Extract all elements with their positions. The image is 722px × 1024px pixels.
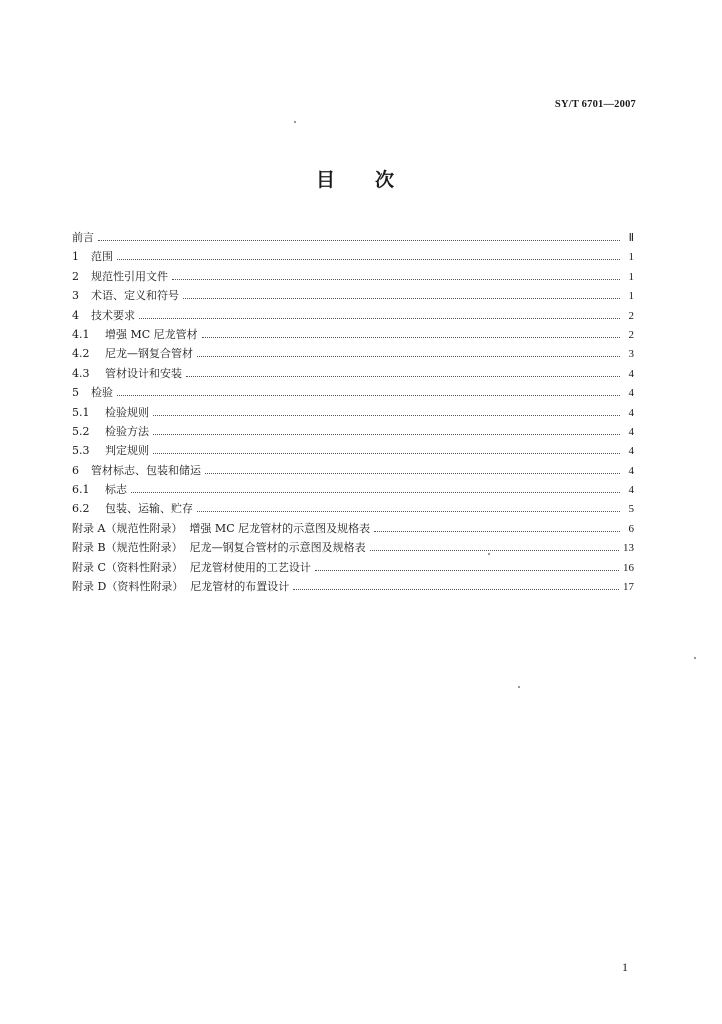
toc-entry-number: 6 (72, 463, 79, 477)
toc-entry-page: 4 (628, 367, 634, 380)
toc-leader-dots (202, 337, 620, 338)
toc-entry-number: 6.1 (72, 483, 90, 497)
toc-entry-label: 附录 D（资料性附录） 尼龙管材的布置设计 (72, 580, 290, 594)
toc-entry-number: 6.2 (72, 502, 90, 516)
toc-entry-label: 附录 B（规范性附录） 尼龙—钢复合管材的示意图及规格表 (72, 541, 366, 555)
toc-leader-dots (186, 376, 620, 377)
toc-entry-page: 4 (628, 464, 634, 477)
toc-entry-label: 规范性引用文件 (84, 269, 168, 283)
toc-entry-label: 术语、定义和符号 (84, 289, 179, 303)
toc-entry-label: 附录 C（资料性附录） 尼龙管材使用的工艺设计 (72, 560, 311, 574)
toc-entry[interactable] (72, 558, 634, 577)
toc-entry[interactable] (72, 247, 634, 266)
toc-entry-label: 技术要求 (84, 308, 135, 322)
toc-entry-page: 2 (628, 328, 634, 341)
toc-entry[interactable] (72, 344, 634, 363)
page-number: 1 (622, 960, 628, 974)
toc-entry-label: 判定规则 (98, 444, 149, 458)
table-of-contents (72, 228, 634, 596)
toc-entry-page: 13 (623, 542, 634, 555)
title-char-2: 次 (375, 169, 395, 191)
toc-leader-dots (205, 473, 620, 474)
toc-entry-page: 4 (628, 387, 634, 400)
toc-entry-label: 包装、运输、贮存 (98, 502, 193, 516)
scan-speck (518, 686, 520, 688)
toc-leader-dots (293, 589, 619, 590)
toc-entry-page: 5 (628, 503, 634, 516)
toc-leader-dots (183, 298, 620, 299)
toc-entry[interactable] (72, 538, 634, 557)
toc-entry-number: 5.3 (72, 444, 90, 458)
toc-entry-label: 检验规则 (98, 405, 149, 419)
toc-entry[interactable] (72, 228, 634, 247)
toc-leader-dots (370, 550, 619, 551)
toc-leader-dots (197, 511, 620, 512)
toc-leader-dots (98, 240, 620, 241)
toc-leader-dots (153, 415, 620, 416)
toc-entry[interactable] (72, 461, 634, 480)
toc-entry-label: 尼龙—钢复合管材 (98, 347, 193, 361)
toc-entry-label: 标志 (98, 483, 127, 497)
toc-entry-page: 1 (628, 290, 634, 303)
toc-entry[interactable] (72, 441, 634, 460)
toc-entry-page: 2 (628, 309, 634, 322)
toc-entry[interactable] (72, 403, 634, 422)
toc-leader-dots (153, 453, 620, 454)
toc-entry-number: 3 (72, 289, 79, 303)
toc-entry[interactable] (72, 306, 634, 325)
toc-entry-label: 增强 MC 尼龙管材 (98, 327, 198, 341)
toc-leader-dots (172, 279, 620, 280)
toc-entry-number: 1 (72, 250, 79, 264)
title-char-1: 目 (316, 169, 336, 191)
toc-entry[interactable] (72, 577, 634, 596)
toc-entry-page: 4 (628, 425, 634, 438)
toc-entry-label: 前言 (72, 231, 94, 244)
toc-entry-number: 2 (72, 269, 79, 283)
toc-entry[interactable] (72, 480, 634, 499)
toc-entry-number: 4 (72, 308, 79, 322)
toc-entry[interactable] (72, 267, 634, 286)
toc-entry[interactable] (72, 364, 634, 383)
toc-entry-label: 管材设计和安装 (98, 366, 182, 380)
page-title (316, 165, 394, 192)
toc-entry-number: 4.3 (72, 366, 90, 380)
toc-leader-dots (117, 259, 620, 260)
toc-entry-page: 4 (628, 484, 634, 497)
toc-entry[interactable] (72, 519, 634, 538)
toc-entry[interactable] (72, 286, 634, 305)
toc-entry[interactable] (72, 499, 634, 518)
standard-code: SY/T 6701—2007 (554, 99, 636, 110)
toc-entry-page: Ⅱ (628, 232, 634, 244)
toc-entry-page: 4 (628, 406, 634, 419)
toc-entry-number: 4.1 (72, 327, 90, 341)
toc-leader-dots (315, 570, 619, 571)
scan-speck (488, 553, 490, 555)
toc-leader-dots (374, 531, 620, 532)
toc-entry-label: 范围 (84, 250, 113, 264)
toc-entry-label: 检验方法 (98, 424, 149, 438)
toc-leader-dots (197, 356, 620, 357)
toc-entry-label: 附录 A（规范性附录） 增强 MC 尼龙管材的示意图及规格表 (72, 521, 371, 535)
toc-entry-number: 4.2 (72, 347, 90, 361)
toc-leader-dots (153, 434, 620, 435)
toc-leader-dots (139, 318, 620, 319)
toc-entry-page: 1 (628, 251, 634, 264)
toc-entry-page: 1 (628, 270, 634, 283)
toc-entry-label: 检验 (84, 386, 113, 400)
toc-entry-page: 3 (628, 348, 634, 361)
toc-leader-dots (131, 492, 620, 493)
toc-entry-page: 4 (628, 445, 634, 458)
toc-leader-dots (117, 395, 620, 396)
toc-entry[interactable] (72, 383, 634, 402)
toc-entry[interactable] (72, 325, 634, 344)
scan-speck (694, 657, 696, 659)
toc-entry-page: 6 (628, 522, 634, 535)
toc-entry-number: 5.2 (72, 424, 90, 438)
toc-entry-number: 5.1 (72, 405, 90, 419)
toc-entry-number: 5 (72, 386, 79, 400)
toc-entry-page: 16 (623, 561, 634, 574)
toc-entry[interactable] (72, 422, 634, 441)
scan-speck (294, 121, 296, 123)
toc-entry-label: 管材标志、包装和储运 (84, 463, 201, 477)
toc-entry-page: 17 (623, 581, 634, 594)
